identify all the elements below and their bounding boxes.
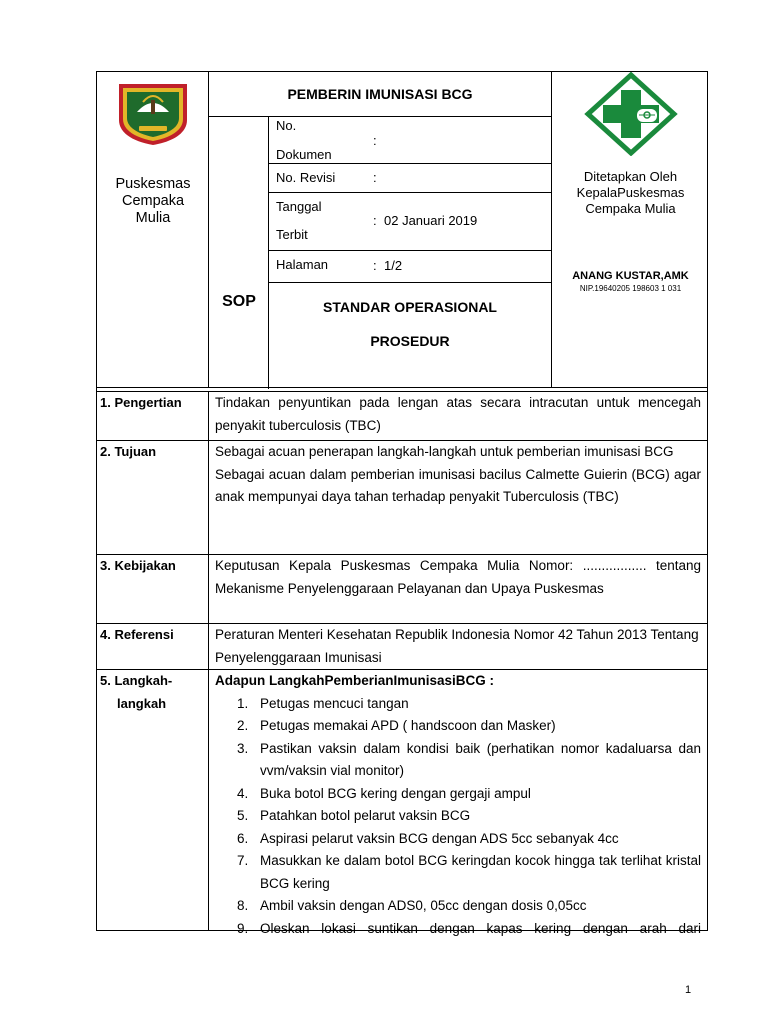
- section-paragraph: Tindakan penyuntikan pada lengan atas secara intracutan untuk mencegah penyakit tuberculosis (TBC): [215, 395, 701, 433]
- field-colon: :: [373, 213, 377, 228]
- header-org-cell: [97, 72, 209, 387]
- step-text: Oleskan lokasi suntikan dengan kapas kering dengan arah dari: [260, 920, 701, 936]
- steps-list: [215, 693, 701, 941]
- section-pengertian: [97, 392, 707, 441]
- section-referensi: [97, 624, 707, 670]
- section-tujuan: [97, 441, 707, 555]
- section-label: 3. Kebijakan: [97, 555, 209, 623]
- step-number: 6.: [237, 830, 249, 846]
- sop-label: SOP: [222, 293, 256, 310]
- steps-intro: Adapun LangkahPemberianImunisasiBCG :: [215, 673, 495, 688]
- signer-name: ANANG KUSTAR,AMK: [572, 270, 689, 282]
- health-cross-logo-icon: [583, 72, 679, 156]
- approval-line: Cempaka Mulia: [585, 201, 676, 216]
- section-paragraph: Keputusan Kepala Puskesmas Cempaka Mulia Nomor: ................. tentang Mekanisme Penyelenggaraan Pelayanan dan Upaya Puskesmas: [215, 558, 701, 596]
- step-text: Aspirasi pelarut vaksin BCG dengan ADS 5cc sebanyak 4cc: [260, 830, 619, 846]
- field-label: Dokumen: [276, 147, 332, 162]
- section-paragraph: Sebagai acuan penerapan langkah-langkah untuk pemberian imunisasi BCG: [215, 444, 674, 459]
- step-text: Masukkan ke dalam botol BCG keringdan kocok hingga tak terlihat kristal BCG kering: [260, 853, 701, 891]
- field-value: 02 Januari 2019: [384, 213, 478, 228]
- document-title: PEMBERIN IMUNISASI BCG: [209, 72, 551, 117]
- step-number: 8.: [237, 898, 249, 913]
- document-header: [96, 71, 708, 388]
- step-number: 1.: [237, 695, 249, 711]
- step-number: 7.: [237, 853, 249, 868]
- step-item: [215, 895, 701, 918]
- field-label: Tanggal: [276, 199, 322, 214]
- signer-nip: NIP.19640205 198603 1 031: [579, 284, 682, 293]
- field-colon: :: [373, 258, 377, 273]
- field-no-dokumen: [269, 117, 551, 164]
- section-label: 2. Tujuan: [97, 441, 209, 554]
- step-item: [215, 918, 701, 941]
- page-number: 1: [685, 984, 692, 996]
- section-content: [215, 555, 701, 600]
- org-name-line: Mulia: [135, 210, 171, 226]
- section-paragraph: Sebagai acuan dalam pemberian imunisasi bacilus Calmette Guierin (BCG) agar anak mempunyai daya tahan terhadap penyakit Tuberculosis (TBC): [215, 466, 701, 504]
- section-langkah-langkah: [97, 670, 707, 936]
- step-item: [215, 693, 701, 716]
- section-content: [215, 624, 701, 669]
- section-content: [215, 392, 701, 437]
- field-tanggal-terbit: [269, 193, 551, 251]
- header-approval-cell: [551, 72, 708, 387]
- field-halaman: [269, 251, 551, 283]
- field-label: No. Revisi: [276, 170, 336, 185]
- step-number: 4.: [237, 785, 249, 801]
- step-item: [215, 738, 701, 783]
- section-label: 4. Referensi: [97, 624, 209, 669]
- field-label: Halaman: [276, 257, 329, 272]
- section-content: [215, 441, 701, 509]
- approval-text: [552, 169, 709, 217]
- step-number: 9.: [237, 920, 249, 936]
- standard-line: STANDAR OPERASIONAL: [323, 299, 497, 315]
- org-name-line: Cempaka: [121, 193, 185, 209]
- section-label: 1. Pengertian: [97, 392, 209, 440]
- step-text: Petugas mencuci tangan: [260, 695, 409, 711]
- header-middle-cell: [209, 72, 551, 387]
- field-label: Terbit: [276, 227, 308, 242]
- field-colon: :: [373, 133, 377, 148]
- approval-line: Ditetapkan Oleh: [583, 169, 678, 184]
- step-item: [215, 805, 701, 828]
- field-label: No.: [276, 118, 297, 133]
- document-fields: [269, 117, 551, 283]
- field-value: 1/2: [384, 258, 403, 273]
- step-item: [215, 783, 701, 806]
- step-number: 3.: [237, 740, 249, 756]
- section-paragraph: Peraturan Menteri Kesehatan Republik Indonesia Nomor 42 Tahun 2013 Tentang Penyelenggaraan Imunisasi: [215, 627, 699, 665]
- org-name-line: Puskesmas: [115, 176, 191, 192]
- step-item: [215, 715, 701, 738]
- standard-heading: [269, 299, 551, 349]
- sop-column: [209, 117, 269, 389]
- step-text: Pastikan vaksin dalam kondisi baik (perhatikan nomor kadaluarsa dan vvm/vaksin vial monitor): [260, 740, 701, 778]
- step-number: 5.: [237, 808, 249, 823]
- section-label-line: langkah: [117, 695, 167, 711]
- step-item: [215, 828, 701, 851]
- regional-crest-icon: [113, 80, 193, 146]
- sop-body-table: [96, 392, 708, 936]
- step-text: Ambil vaksin dengan ADS0, 05cc dengan dosis 0,05cc: [260, 898, 587, 913]
- section-kebijakan: [97, 555, 707, 624]
- approval-line: KepalaPuskesmas: [576, 185, 685, 200]
- step-item: [215, 850, 701, 895]
- standard-line: PROSEDUR: [370, 333, 450, 349]
- section-label: [97, 670, 209, 931]
- field-no-revisi: [269, 164, 551, 193]
- section-label-line: 5. Langkah-: [100, 673, 173, 688]
- step-number: 2.: [237, 718, 249, 733]
- section-content: [215, 670, 701, 940]
- step-text: Buka botol BCG kering dengan gergaji ampul: [260, 785, 531, 801]
- step-text: Patahkan botol pelarut vaksin BCG: [260, 808, 471, 823]
- organization-name: [97, 176, 209, 227]
- field-colon: :: [373, 170, 377, 185]
- step-text: Petugas memakai APD ( handscoon dan Masker): [260, 718, 556, 733]
